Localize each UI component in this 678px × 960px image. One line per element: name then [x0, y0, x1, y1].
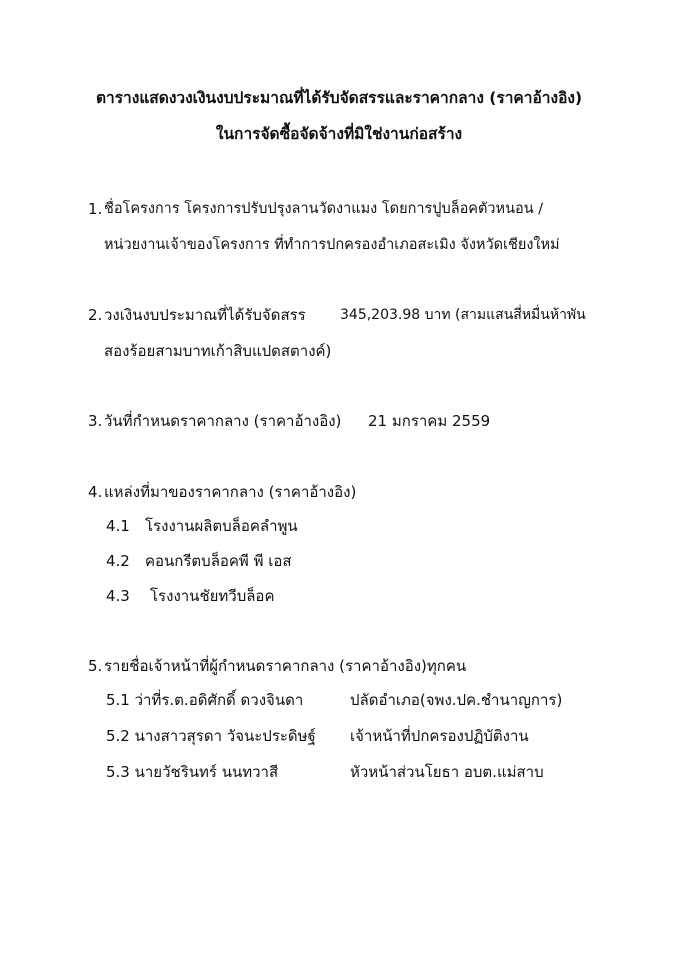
document-title-line-2: ในการจัดซื้อจัดจ้างที่มิใช่งานก่อสร้าง	[215, 125, 463, 143]
officer-name: 5.2 นางสาวสุรดา วัจนะประดิษฐ์	[106, 727, 316, 745]
source-number: 4.3	[106, 587, 130, 605]
officer-position: ปลัดอำเภอ(จพง.ปค.ชำนาญการ)	[350, 691, 563, 709]
item-1-project-name: ชื่อโครงการ โครงการปรับปรุงลานวัดงาแมง โดยการปูบล็อคตัวหนอน /	[104, 201, 544, 217]
item-2-number: 2.	[88, 306, 103, 324]
item-5-number: 5.	[88, 657, 103, 675]
source-number: 4.2	[106, 552, 130, 570]
officer-position: หัวหน้าส่วนโยธา อบต.แม่สาบ	[350, 763, 544, 781]
item-3-date-label: วันที่กำหนดราคากลาง (ราคาอ้างอิง)	[104, 412, 342, 430]
officer-name: 5.1 ว่าที่ร.ต.อดิศักดิ์ ดวงจินดา	[106, 691, 304, 709]
source-name: คอนกรีตบล็อคพี พี เอส	[145, 552, 292, 570]
item-1-number: 1.	[88, 200, 103, 218]
item-4-sources-label: แหล่งที่มาของราคากลาง (ราคาอ้างอิง)	[104, 483, 357, 501]
item-2-budget-amount: 345,203.98 บาท (สามแสนสี่หมื่นห้าพัน	[340, 307, 586, 323]
item-2-budget-label: วงเงินงบประมาณที่ได้รับจัดสรร	[104, 306, 306, 324]
source-number: 4.1	[106, 517, 130, 535]
item-4-number: 4.	[88, 483, 103, 501]
item-2-amount-in-words: สองร้อยสามบาทเก้าสิบแปดสตางค์)	[104, 342, 332, 360]
officer-name: 5.3 นายวัชรินทร์ นนทวาสี	[106, 763, 279, 781]
officer-position: เจ้าหน้าที่ปกครองปฏิบัติงาน	[350, 727, 529, 745]
item-1-owner-agency: หน่วยงานเจ้าของโครงการ ที่ทำการปกครองอำเภอสะเมิง จังหวัดเชียงใหม่	[104, 237, 560, 253]
source-name: โรงงานชัยทวีบล็อค	[150, 587, 275, 605]
item-5-officers-label: รายชื่อเจ้าหน้าที่ผู้กำหนดราคากลาง (ราคาอ้างอิง)ทุกคน	[104, 657, 467, 675]
document-title-line-1: ตารางแสดงวงเงินงบประมาณที่ได้รับจัดสรรและราคากลาง (ราคาอ้างอิง)	[95, 89, 583, 107]
item-3-number: 3.	[88, 412, 103, 430]
source-name: โรงงานผลิตบล็อคลำพูน	[145, 517, 298, 535]
item-3-date-value: 21 มกราคม 2559	[368, 412, 491, 430]
